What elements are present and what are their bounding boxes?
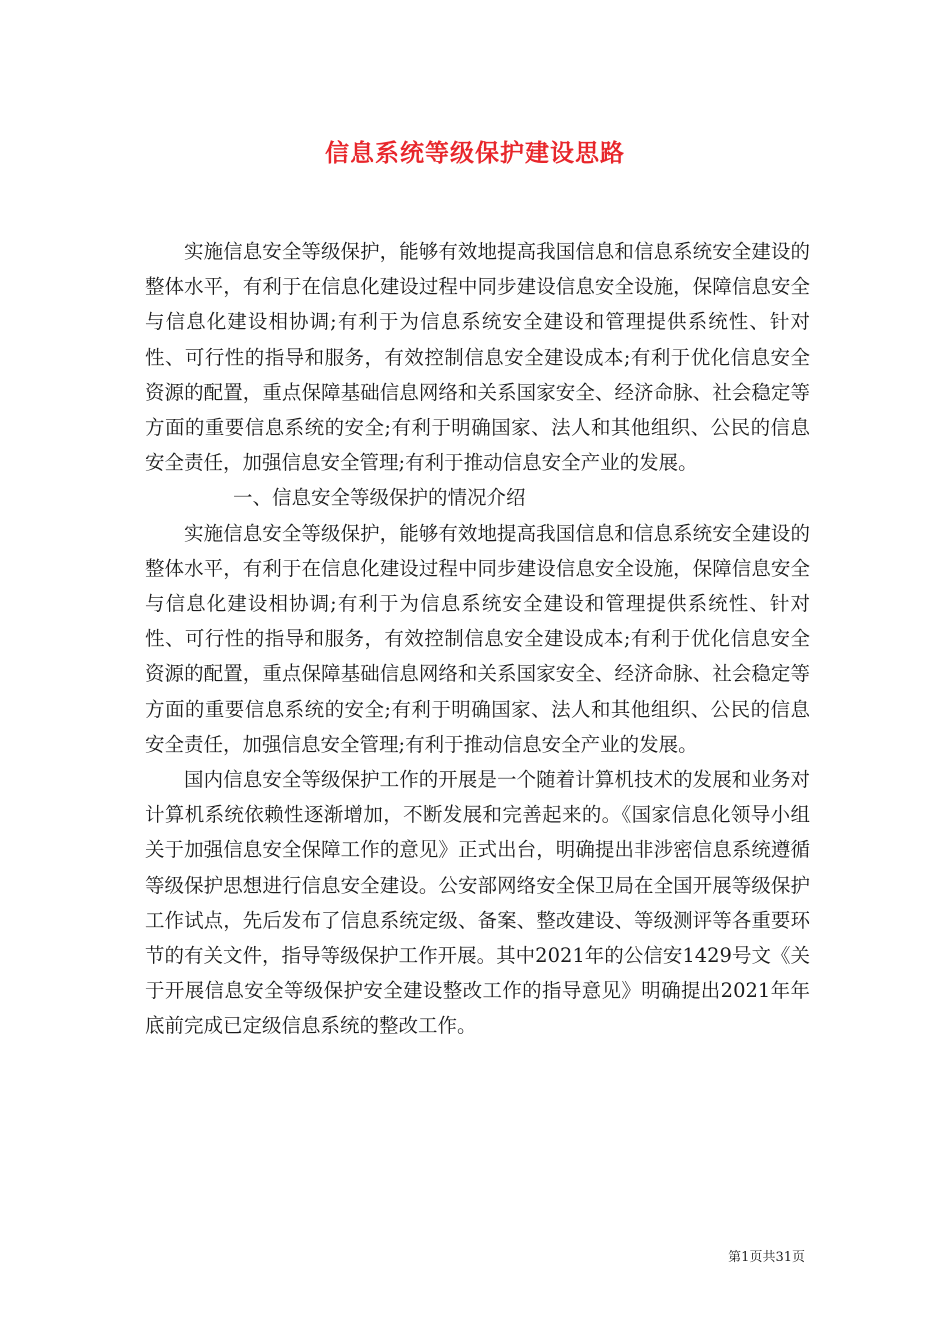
- paragraph-section-one: 实施信息安全等级保护，能够有效地提高我国信息和信息系统安全建设的整体水平，有利于在信息化建设过程中同步建设信息安全设施，保障信息安全与信息化建设相协调;有利于为信息系统安全建设和管理提供系统性、针对性、可行性的指导和服务，有效控制信息安全建设成本;有利于优化信息安全资源的配置，重点保障基础信息网络和关系国家安全、经济命脉、社会稳定等方面的重要信息系统的安全;有利于明确国家、法人和其他组织、公民的信息安全责任，加强信息安全管理;有利于推动信息安全产业的发展。: [145, 521, 810, 756]
- paragraph-domestic-work: 国内信息安全等级保护工作的开展是一个随着计算机技术的发展和业务对计算机系统依赖性逐渐增加，不断发展和完善起来的。《国家信息化领导小组关于加强信息安全保障工作的意见》正式出台，明确提出非涉密信息系统遵循等级保护思想进行信息安全建设。公安部网络安全保卫局在全国开展等级保护工作试点，先后发布了信息系统定级、备案、整改建设、等级测评等各重要环节的有关文件，指导等级保护工作开展。其中2021年的公信安1429号文《关于开展信息安全等级保护安全建设整改工作的指导意见》明确提出2021年年底前完成已定级信息系统的整改工作。: [145, 768, 810, 1038]
- page-number: 第1页共31页: [728, 1250, 805, 1265]
- section-heading: 一、信息安全等级保护的情况介绍: [233, 486, 526, 510]
- paragraph-intro: 实施信息安全等级保护，能够有效地提高我国信息和信息系统安全建设的整体水平，有利于在信息化建设过程中同步建设信息安全设施，保障信息安全与信息化建设相协调;有利于为信息系统安全建设和管理提供系统性、针对性、可行性的指导和服务，有效控制信息安全建设成本;有利于优化信息安全资源的配置，重点保障基础信息网络和关系国家安全、经济命脉、社会稳定等方面的重要信息系统的安全;有利于明确国家、法人和其他组织、公民的信息安全责任，加强信息安全管理;有利于推动信息安全产业的发展。: [145, 240, 810, 475]
- document-title: 信息系统等级保护建设思路: [325, 138, 625, 167]
- document-body: [145, 234, 810, 1044]
